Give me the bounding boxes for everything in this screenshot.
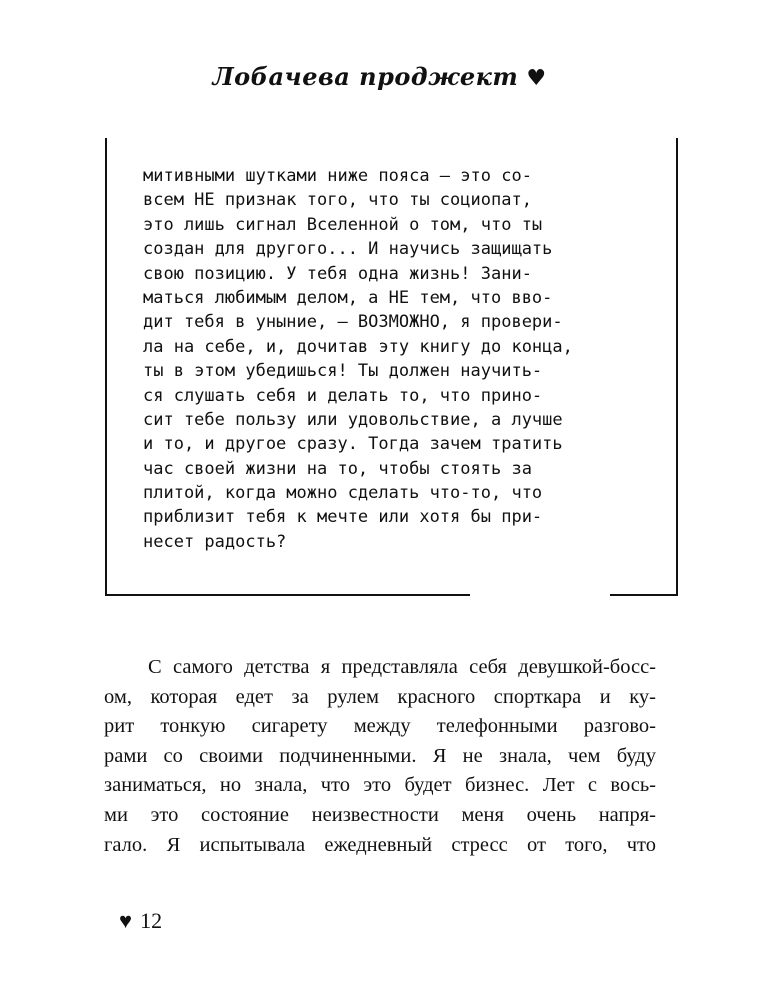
quote-line: маться любимым делом, а НЕ тем, что вво- (143, 287, 553, 308)
quote-line: митивными шутками ниже пояса — это со- (143, 166, 532, 186)
quote-line: всем НЕ признак того, что ты социопат, (143, 190, 532, 211)
quote-line: это лишь сигнал Вселенной о том, что ты (143, 214, 543, 235)
heart-icon: ♥ (119, 908, 133, 933)
quote-line: создан для другого... И научись защищать (143, 239, 553, 260)
running-header (0, 62, 759, 91)
body-line: рами со своими подчиненными. Я не знала, чем буду (104, 744, 656, 767)
frame-bottom-right-border (610, 594, 678, 596)
page-number: 12 (140, 908, 163, 933)
quote-line: час своей жизни на то, чтобы стоять за (143, 458, 532, 479)
body-line: заниматься, но знала, что это будет бизнес. Лет с вось- (104, 774, 656, 797)
quote-line: дит тебя в уныние, — ВОЗМОЖНО, я провери- (143, 312, 563, 333)
frame-left-border (105, 138, 107, 596)
body-line: ом, которая едет за рулем красного спорткара и ку- (104, 685, 656, 708)
frame-bottom-left-border (105, 594, 470, 596)
quote-line: свою позицию. У тебя одна жизнь! Зани- (143, 263, 532, 284)
quote-line: ла на себе, и, дочитав эту книгу до конца, (143, 336, 573, 357)
book-title: Лобачева проджект (212, 62, 519, 91)
frame-right-border (676, 138, 678, 596)
quote-line: и то, и другое сразу. Тогда зачем тратить (143, 434, 563, 455)
quote-line: плитой, когда можно сделать что-то, что (143, 483, 543, 504)
quote-line: несет радость? (143, 531, 287, 552)
quote-line: приблизит тебя к мечте или хотя бы при- (143, 507, 543, 528)
body-paragraph (104, 653, 656, 860)
body-line: гало. Я испытывала ежедневный стресс от того, что (104, 833, 656, 856)
quote-text (143, 164, 643, 554)
quote-line: сит тебе пользу или удовольствие, а лучше (143, 409, 563, 430)
heart-icon: ♥ (526, 65, 547, 91)
quote-line: ты в этом убедишься! Ты должен научить- (143, 361, 543, 382)
body-line: С самого детства я представляла себя девушкой-босс- (148, 656, 656, 678)
body-line: рит тонкую сигарету между телефонными разгово- (104, 715, 656, 738)
page-footer (119, 908, 162, 934)
body-line: ми это состояние неизвестности меня очень напря- (104, 803, 656, 826)
quote-line: ся слушать себя и делать то, что прино- (143, 385, 543, 406)
